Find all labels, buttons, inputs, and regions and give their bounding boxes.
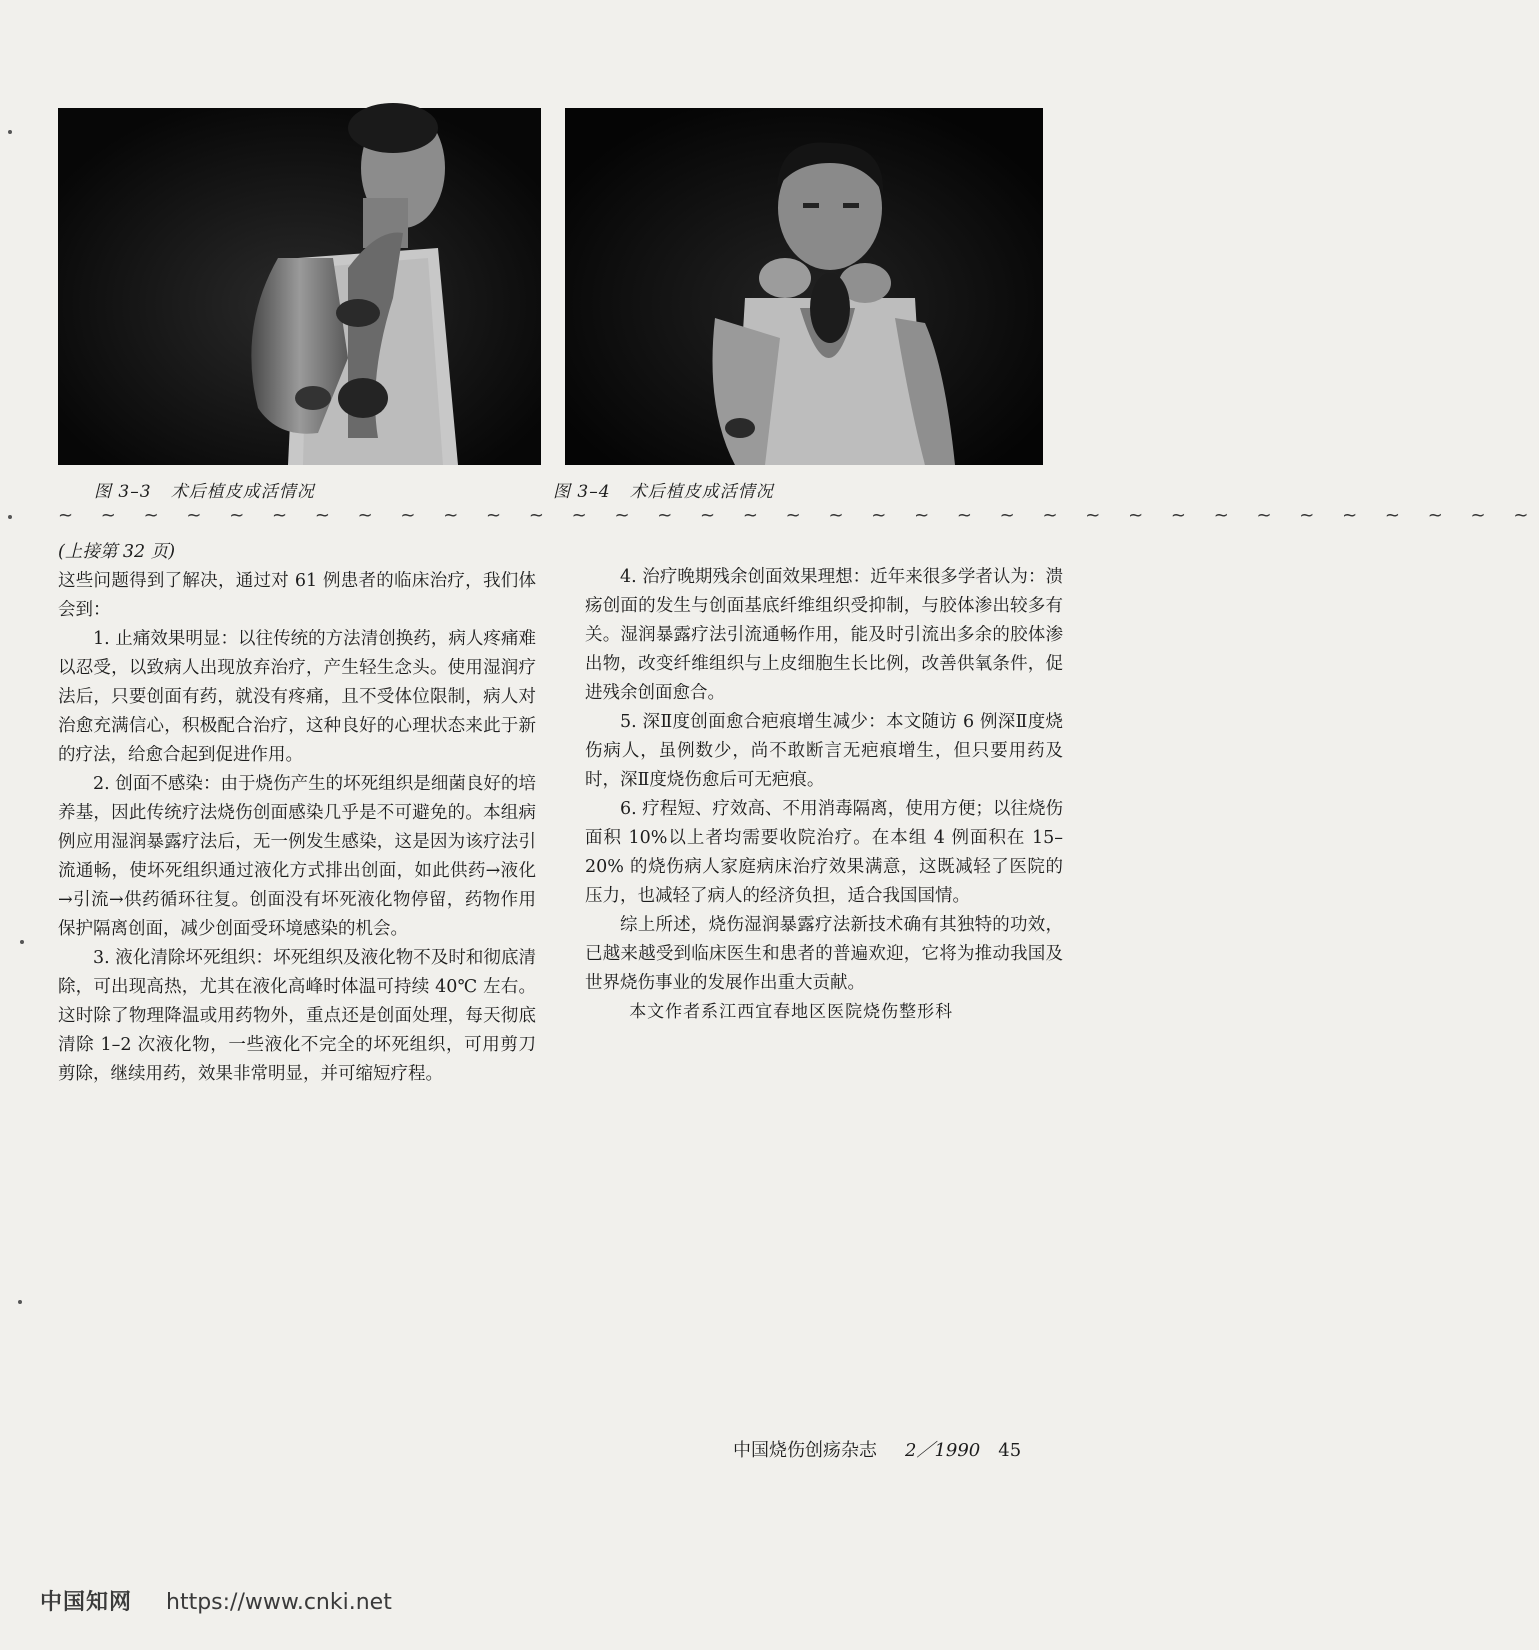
cnki-watermark [40,1585,392,1616]
paragraph: 3. 液化清除坏死组织：坏死组织及液化物不及时和彻底清除，可出现高热，尤其在液化高峰时体温可持续 40℃ 左右。这时除了物理降温或用药物外，重点还是创面处理，每天彻底清除 1–2 次液化物，一些液化不完全的坏死组织，可用剪刀剪除，继续用药，效果非常明显，并可缩短疗程。 [58,948,536,1084]
paragraph: 1. 止痛效果明显：以往传统的方法清创换药，病人疼痛难以忍受，以致病人出现放弃治疗，产生轻生念头。使用湿润疗法后，只要创面有药，就没有疼痛，且不受体位限制，病人对治愈充满信心，积极配合治疗，这种良好的心理状态来此于新的疗法，给愈合起到促进作用。 [58,629,536,765]
paragraph: 这些问题得到了解决，通过对 61 例患者的临床治疗，我们体会到： [58,571,536,620]
scan-speck [20,940,24,944]
figure-caption-text: 术后植皮成活情况 [170,482,315,502]
paragraph: 4. 治疗晚期残余创面效果理想：近年来很多学者认为：溃疡创面的发生与创面基底纤维组织受抑制，与胶体渗出较多有关。湿润暴露疗法引流通畅作用，能及时引流出多余的胶体渗出物，改变纤维组织与上皮细胞生长比例，改善供氧条件，促进残余创面愈合。 [585,567,1063,703]
left-column [58,538,536,1089]
page-number: 45 [998,1440,1022,1461]
watermark-brand: 中国知网 [40,1590,133,1615]
continued-note: (上接第 32 页) [58,542,176,562]
figure-3-3-caption [94,477,315,502]
right-column [585,563,1063,1027]
figure-label: 图 3–3 [94,482,152,502]
figure-label: 图 3–4 [553,482,611,502]
figure-3-3-photo [58,108,541,465]
watermark-url[interactable]: https://www.cnki.net [166,1590,392,1615]
scan-speck [8,130,12,134]
paragraph: 6. 疗程短、疗效高、不用消毒隔离，使用方便；以往烧伤面积 10%以上者均需要收院治疗。在本组 4 例面积在 15–20% 的烧伤病人家庭病床治疗效果满意，这既减轻了医院的压力，也减轻了病人的经济负担，适合我国国情。 [585,799,1063,906]
scan-speck [18,1300,22,1304]
figure-caption-text: 术后植皮成活情况 [629,482,774,502]
figure-3-4-caption [553,477,774,502]
wave-divider: ~ ~ ~ ~ ~ ~ ~ ~ ~ ~ ~ ~ ~ ~ ~ ~ ~ ~ ~ ~ ~ ~ ~ ~ ~ ~ ~ ~ ~ ~ ~ ~ ~ ~ ~ [58,505,1539,526]
paragraph: 综上所述，烧伤湿润暴露疗法新技术确有其独特的功效，已越来越受到临床医生和患者的普遍欢迎，它将为推动我国及世界烧伤事业的发展作出重大贡献。 [585,915,1063,993]
paragraph: 2. 创面不感染：由于烧伤产生的坏死组织是细菌良好的培养基，因此传统疗法烧伤创面感染几乎是不可避免的。本组病例应用湿润暴露疗法后，无一例发生感染，这是因为该疗法引流通畅，使坏死组织通过液化方式排出创面，如此供药→液化→引流→供药循环往复。创面没有坏死液化物停留，药物作用保护隔离创面，减少创面受环境感染的机会。 [58,774,536,939]
issue-number: 2／1990 [905,1440,981,1461]
author-affiliation: 本文作者系江西宜春地区医院烧伤整形科 [629,1002,954,1022]
page-footer [733,1436,1021,1462]
paragraph: 5. 深Ⅱ度创面愈合疤痕增生减少：本文随访 6 例深Ⅱ度烧伤病人，虽例数少，尚不敢断言无疤痕增生，但只要用药及时，深Ⅱ度烧伤愈后可无疤痕。 [585,712,1063,790]
figure-3-4-photo [565,108,1043,465]
journal-name: 中国烧伤创疡杂志 [733,1440,877,1461]
scan-speck [8,515,12,519]
